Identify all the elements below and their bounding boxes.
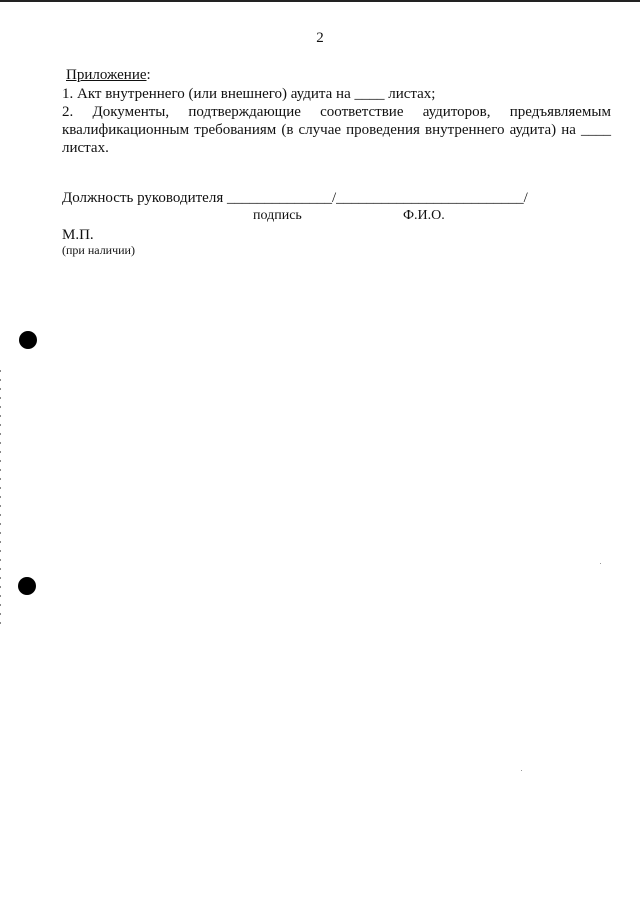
page-left-edge bbox=[0, 370, 1, 630]
appendix-item-2-line-1: 2. Документы, подтверждающие соответствие аудиторов, предъявляемым bbox=[62, 104, 611, 120]
signature-label: подпись bbox=[253, 208, 302, 223]
punch-hole bbox=[18, 577, 36, 595]
appendix-section bbox=[62, 66, 611, 157]
appendix-heading bbox=[66, 66, 611, 84]
appendix-title-colon: : bbox=[146, 67, 151, 83]
appendix-title: Приложение bbox=[66, 67, 147, 83]
signature-line: Должность руководителя ______________/_________________________/ bbox=[62, 190, 528, 206]
stamp-note: (при наличии) bbox=[62, 243, 135, 257]
scan-speck bbox=[600, 563, 601, 564]
scan-speck bbox=[521, 770, 522, 771]
page-number: 2 bbox=[316, 30, 324, 46]
stamp-label: М.П. bbox=[62, 227, 94, 243]
appendix-item-2-line-3: листах. bbox=[62, 140, 109, 156]
page-top-edge bbox=[0, 0, 640, 2]
appendix-item-2-line-2: квалификационным требованиям (в случае проведения внутреннего аудита) на ____ bbox=[62, 122, 611, 138]
name-label: Ф.И.О. bbox=[403, 208, 445, 223]
appendix-item-1: 1. Акт внутреннего (или внешнего) аудита на ____ листах; bbox=[62, 86, 436, 102]
punch-hole bbox=[19, 331, 37, 349]
